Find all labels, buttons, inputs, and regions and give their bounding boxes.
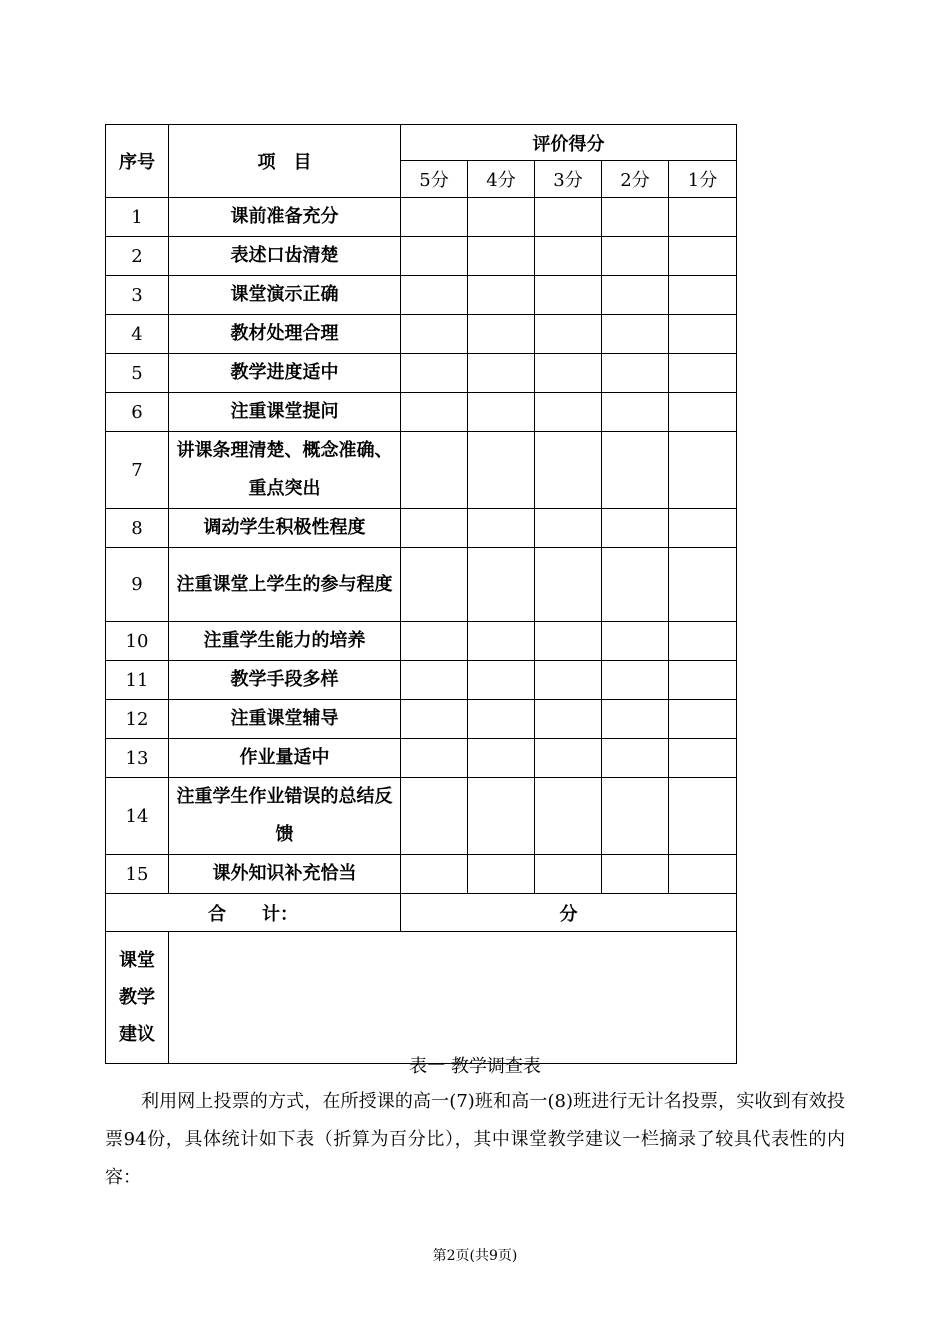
row-index: 4 xyxy=(106,315,169,354)
score-cell[interactable] xyxy=(535,432,602,509)
score-cell[interactable] xyxy=(401,700,468,739)
score-cell[interactable] xyxy=(535,778,602,855)
row-index: 2 xyxy=(106,237,169,276)
score-cell[interactable] xyxy=(535,393,602,432)
row-item: 表述口齿清楚 xyxy=(169,237,401,276)
score-cell[interactable] xyxy=(602,509,669,548)
score-cell[interactable] xyxy=(669,315,737,354)
score-cell[interactable] xyxy=(401,354,468,393)
table-row xyxy=(106,509,737,548)
row-index: 7 xyxy=(106,432,169,509)
row-index: 14 xyxy=(106,778,169,855)
score-cell[interactable] xyxy=(535,739,602,778)
score-cell[interactable] xyxy=(401,622,468,661)
row-item: 注重课堂提问 xyxy=(169,393,401,432)
row-index: 9 xyxy=(106,548,169,622)
score-cell[interactable] xyxy=(468,661,535,700)
score-cell[interactable] xyxy=(468,237,535,276)
score-cell[interactable] xyxy=(602,739,669,778)
score-cell[interactable] xyxy=(669,622,737,661)
score-cell[interactable] xyxy=(535,509,602,548)
score-cell[interactable] xyxy=(401,198,468,237)
row-index: 12 xyxy=(106,700,169,739)
score-cell[interactable] xyxy=(468,622,535,661)
score-cell[interactable] xyxy=(535,700,602,739)
score-cell[interactable] xyxy=(468,315,535,354)
score-cell[interactable] xyxy=(468,739,535,778)
row-item: 调动学生积极性程度 xyxy=(169,509,401,548)
row-item: 注重课堂辅导 xyxy=(169,700,401,739)
score-cell[interactable] xyxy=(401,855,468,894)
score-cell[interactable] xyxy=(401,778,468,855)
table-row xyxy=(106,855,737,894)
header-item: 项 目 xyxy=(169,125,401,198)
score-cell[interactable] xyxy=(401,276,468,315)
score-cell[interactable] xyxy=(535,622,602,661)
score-cell[interactable] xyxy=(602,276,669,315)
score-cell[interactable] xyxy=(602,198,669,237)
row-item: 教学手段多样 xyxy=(169,661,401,700)
row-index: 8 xyxy=(106,509,169,548)
table-row xyxy=(106,700,737,739)
row-item: 注重学生作业错误的总结反馈 xyxy=(169,778,401,855)
score-cell[interactable] xyxy=(401,237,468,276)
table-row xyxy=(106,548,737,622)
row-item: 注重学生能力的培养 xyxy=(169,622,401,661)
score-cell[interactable] xyxy=(669,548,737,622)
table-row xyxy=(106,315,737,354)
score-cell[interactable] xyxy=(468,432,535,509)
score-cell[interactable] xyxy=(401,315,468,354)
row-item: 作业量适中 xyxy=(169,739,401,778)
score-cell[interactable] xyxy=(468,354,535,393)
score-cell[interactable] xyxy=(401,509,468,548)
score-cell[interactable] xyxy=(602,855,669,894)
header-score-2: 2分 xyxy=(602,161,669,198)
header-score-group: 评价得分 xyxy=(401,125,737,161)
score-cell[interactable] xyxy=(602,548,669,622)
suggestion-label-text: 课堂 教学 建议 xyxy=(119,950,155,1045)
score-cell[interactable] xyxy=(401,548,468,622)
score-cell[interactable] xyxy=(535,548,602,622)
score-cell[interactable] xyxy=(535,661,602,700)
score-cell[interactable] xyxy=(468,198,535,237)
score-cell[interactable] xyxy=(401,661,468,700)
score-cell[interactable] xyxy=(468,509,535,548)
score-cell[interactable] xyxy=(535,354,602,393)
score-cell[interactable] xyxy=(669,276,737,315)
total-label: 合 计： xyxy=(106,894,401,932)
row-index: 15 xyxy=(106,855,169,894)
header-index: 序号 xyxy=(106,125,169,198)
table-row xyxy=(106,778,737,855)
score-cell[interactable] xyxy=(401,739,468,778)
score-cell[interactable] xyxy=(535,276,602,315)
header-score-3: 3分 xyxy=(535,161,602,198)
score-cell[interactable] xyxy=(401,393,468,432)
suggestion-label xyxy=(106,932,169,1064)
row-item: 课前准备充分 xyxy=(169,198,401,237)
score-cell[interactable] xyxy=(669,509,737,548)
row-item: 教材处理合理 xyxy=(169,315,401,354)
score-cell[interactable] xyxy=(535,198,602,237)
suggestion-area[interactable] xyxy=(169,932,737,1064)
score-cell[interactable] xyxy=(669,237,737,276)
score-cell[interactable] xyxy=(669,198,737,237)
header-score-4: 4分 xyxy=(468,161,535,198)
row-item: 讲课条理清楚、概念准确、重点突出 xyxy=(169,432,401,509)
score-cell[interactable] xyxy=(468,276,535,315)
table-row xyxy=(106,622,737,661)
row-index: 13 xyxy=(106,739,169,778)
score-cell[interactable] xyxy=(468,393,535,432)
score-cell[interactable] xyxy=(669,661,737,700)
score-cell[interactable] xyxy=(535,237,602,276)
score-cell[interactable] xyxy=(602,432,669,509)
row-index: 3 xyxy=(106,276,169,315)
score-cell[interactable] xyxy=(669,393,737,432)
score-cell[interactable] xyxy=(669,354,737,393)
table-row xyxy=(106,198,737,237)
score-cell[interactable] xyxy=(602,393,669,432)
score-cell[interactable] xyxy=(468,700,535,739)
table-caption: 表一 教学调查表 xyxy=(409,1056,541,1077)
table-row xyxy=(106,237,737,276)
score-cell[interactable] xyxy=(602,237,669,276)
table-row xyxy=(106,432,737,509)
score-cell[interactable] xyxy=(602,354,669,393)
score-cell[interactable] xyxy=(401,432,468,509)
score-cell[interactable] xyxy=(669,739,737,778)
score-cell[interactable] xyxy=(669,855,737,894)
body-paragraph: 利用网上投票的方式，在所授课的高一(7)班和高一(8)班进行无计名投票，实收到有效投票94份，具体统计如下表（折算为百分比），其中课堂教学建议一栏摘录了较具代表性的内容： xyxy=(105,1091,845,1188)
table-row xyxy=(106,393,737,432)
score-cell[interactable] xyxy=(602,661,669,700)
row-index: 1 xyxy=(106,198,169,237)
score-cell[interactable] xyxy=(669,778,737,855)
score-cell[interactable] xyxy=(468,778,535,855)
table-row xyxy=(106,276,737,315)
score-cell[interactable] xyxy=(669,432,737,509)
score-cell[interactable] xyxy=(602,315,669,354)
table-row xyxy=(106,354,737,393)
score-cell[interactable] xyxy=(602,700,669,739)
evaluation-table xyxy=(105,124,737,1064)
row-index: 6 xyxy=(106,393,169,432)
row-index: 5 xyxy=(106,354,169,393)
page-footer: 第2页(共9页) xyxy=(432,1248,518,1264)
score-cell[interactable] xyxy=(468,855,535,894)
score-cell[interactable] xyxy=(468,548,535,622)
score-cell[interactable] xyxy=(602,778,669,855)
header-score-5: 5分 xyxy=(401,161,468,198)
row-item: 课堂演示正确 xyxy=(169,276,401,315)
row-item: 注重课堂上学生的参与程度 xyxy=(169,548,401,622)
table-row xyxy=(106,661,737,700)
score-cell[interactable] xyxy=(669,700,737,739)
row-item: 教学进度适中 xyxy=(169,354,401,393)
header-score-1: 1分 xyxy=(669,161,737,198)
table-row xyxy=(106,739,737,778)
row-index: 11 xyxy=(106,661,169,700)
score-cell[interactable] xyxy=(535,315,602,354)
score-cell[interactable] xyxy=(602,622,669,661)
score-cell[interactable] xyxy=(535,855,602,894)
row-index: 10 xyxy=(106,622,169,661)
row-item: 课外知识补充恰当 xyxy=(169,855,401,894)
total-unit: 分 xyxy=(401,894,737,932)
